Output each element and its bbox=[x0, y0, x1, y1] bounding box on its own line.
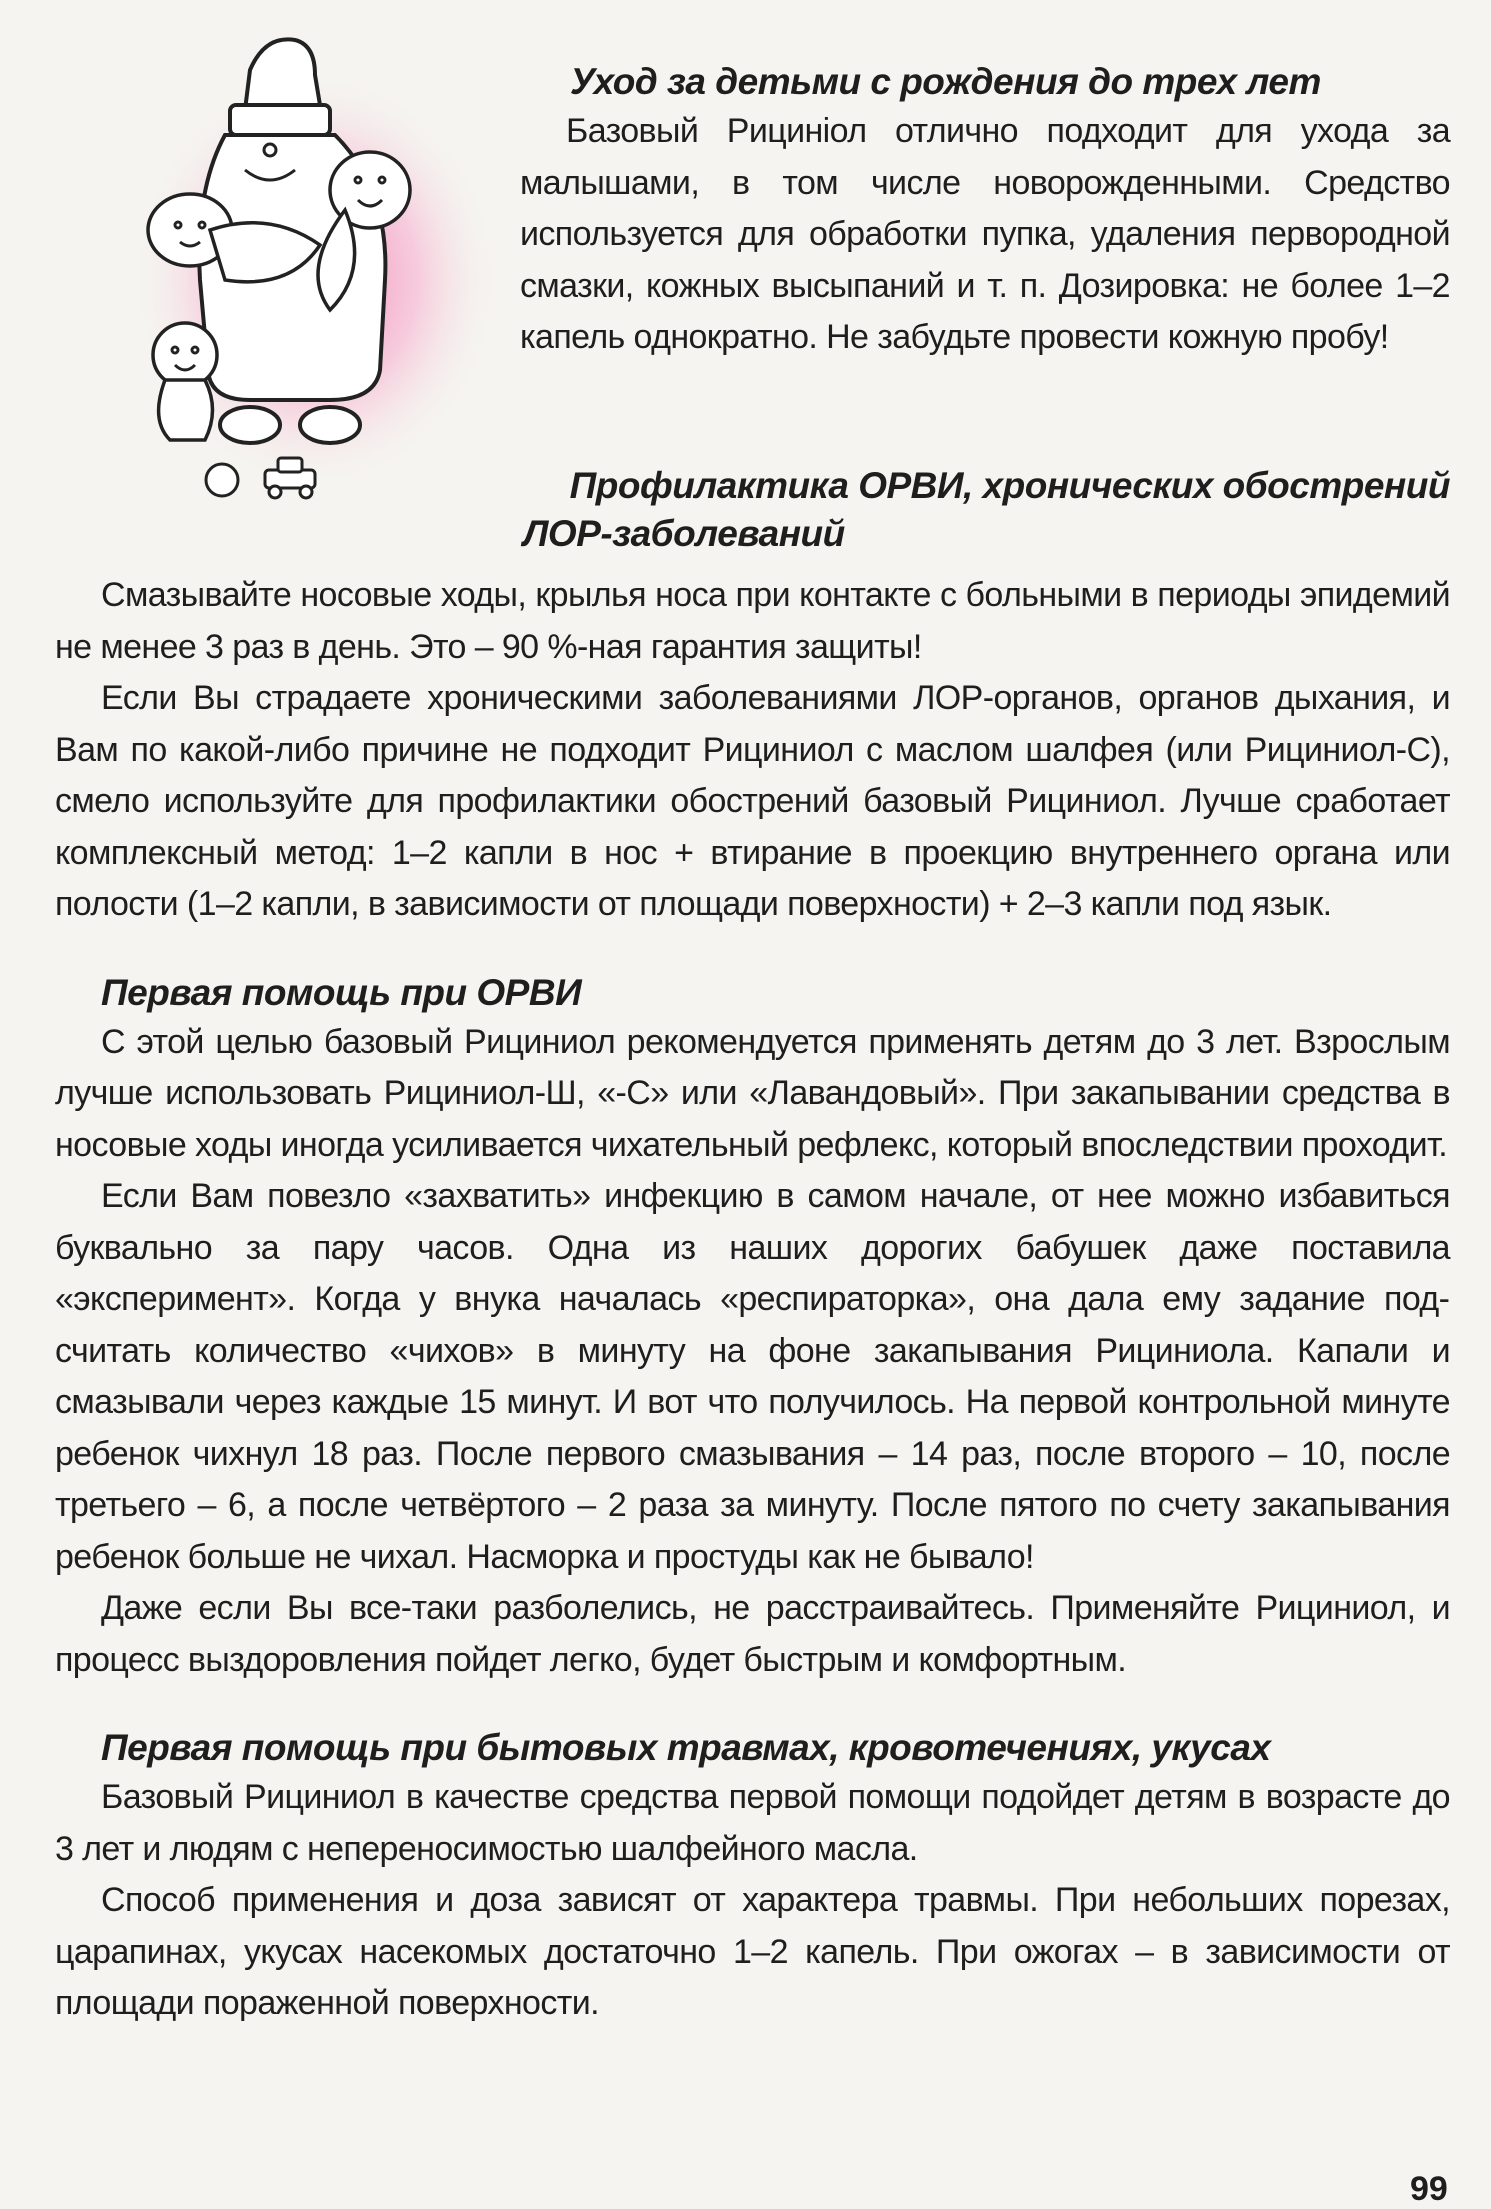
text-orvi-prevention-1: Смазывайте носовые ходы, крылья носа при контакте с больными в периоды эпидемий не менее 3 раз в день. Это – 90 %-ная гарантия защиты! bbox=[55, 576, 1450, 666]
heading-orvi-first-aid: Первая помощь при ОРВИ bbox=[101, 971, 582, 1013]
text-orvi-first-aid-1: С этой целью базовый Рициниол рекомендуется применять детям до 3 лет. Взрослым лучше использовать Рициниол-Ш, «-С» или «Лавандовый». При закапывании средства в носовые ходы иногда усиливается чихательный рефлекс, который впоследствии проходит. bbox=[55, 1022, 1450, 1164]
text-orvi-first-aid-3: Даже если Вы все-таки разболелись, не расстраивайтесь. Применяйте Рициниол, и процесс выздоровления пойдет легко, будет быстрым и комфортным. bbox=[55, 1589, 1450, 1679]
heading-infant-care: Уход за детьми с рождения до трех лет bbox=[570, 61, 1321, 102]
text-injury-first-aid-1: Базовый Рициниол в качестве средства первой помощи подойдет детям в возрасте до 3 лет и людям с непереносимостью шалфейного масла. bbox=[55, 1778, 1450, 1868]
text-orvi-first-aid-2: Если Вам повезло «захватить» инфекцию в самом начале, от нее можно избавиться буквально за пару часов. Одна из наших дорогих бабушек даже поставила «эксперимент». Когда у внука началась «респираторка», она дала ему задание подсчитать количество «чихов» в минуту на фоне закапывания Рициниола. Капали и смазывали через каждые 15 минут. И вот что получилось. На первой контрольной минуте ребенок чихнул 18 раз. После первого смазывания – 14 раз, после второго – 10, после третьего – 6, а после четвёртого – 2 раза за минуту. После пятого по счету закапывания ребенок больше не чихал. Насморка и простуды как не бывало! bbox=[55, 1177, 1450, 1576]
text-injury-first-aid-2: Способ применения и доза зависят от характера травмы. При небольших порезах, царапинах, укусах насекомых достаточно 1–2 капель. При ожогах – в зависимости от площади пораженной поверхности. bbox=[55, 1881, 1450, 2022]
section-orvi-prevention bbox=[55, 462, 1450, 2030]
text-orvi-prevention-2: Если Вы страдаете хроническими заболеваниями ЛОР-органов, органов дыхания, и Вам по какой-либо причине не подходит Рициниол с маслом шалфея (или Рициниол-С), смело используйте для профилактики обострений базовый Рициниол. Лучше сработает комплексный метод: 1–2 капли в нос + втирание в проекцию внутреннего органа или полости (1–2 капли, в зависимости от площади поверхности) + 2–3 капли под язык. bbox=[55, 679, 1450, 923]
section-infant-care bbox=[520, 58, 1450, 364]
page-number: 99 bbox=[1410, 2170, 1448, 2208]
heading-orvi-prevention-line2: ЛОР-заболеваний bbox=[523, 513, 845, 554]
bottle-character-illustration bbox=[130, 30, 510, 510]
text-infant-care: Базовый Рицинiол отлично подходит для ухода за малышами, в том числе новорожденными. Средство используется для обработки пупка, удаления первородной смазки, кожных высыпаний и т. п. Дозировка: не более 1–2 капель однократно. Не забудьте провести кожную пробу! bbox=[520, 112, 1451, 356]
heading-injury-first-aid: Первая помощь при бытовых травмах, кровотечениях, укусах bbox=[101, 1727, 1271, 1768]
heading-orvi-prevention-line1: Профилактика ОРВИ, хронических обострений bbox=[569, 465, 1450, 506]
